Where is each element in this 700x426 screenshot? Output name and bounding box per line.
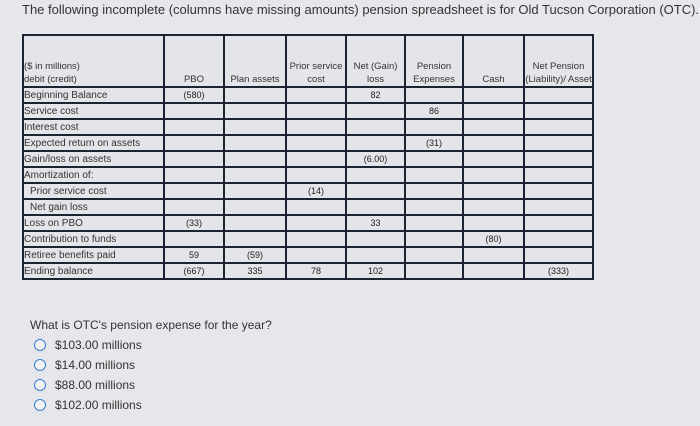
answer-option[interactable]: [34, 378, 135, 392]
table-cell[interactable]: [286, 247, 346, 263]
table-cell[interactable]: [286, 167, 346, 183]
table-row: [23, 215, 593, 231]
row-label: Retiree benefits paid: [23, 247, 164, 263]
table-row: [23, 167, 593, 183]
table-cell[interactable]: (33): [164, 215, 224, 231]
option-label: $103.00 millions: [55, 338, 142, 352]
table-row: [23, 231, 593, 247]
table-cell[interactable]: [463, 135, 524, 151]
table-cell[interactable]: [524, 199, 593, 215]
table-row: [23, 247, 593, 263]
table-cell[interactable]: [286, 199, 346, 215]
radio-button[interactable]: [34, 379, 46, 391]
table-cell[interactable]: [405, 119, 463, 135]
table-cell[interactable]: [286, 135, 346, 151]
table-row: [23, 151, 593, 167]
debit-credit-label: debit (credit): [24, 74, 77, 85]
table-cell[interactable]: [346, 103, 405, 119]
table-cell[interactable]: [164, 231, 224, 247]
pension-spreadsheet: [22, 34, 594, 280]
table-cell[interactable]: [405, 215, 463, 231]
table-row: [23, 87, 593, 103]
table-cell[interactable]: [524, 135, 593, 151]
table-cell[interactable]: [463, 199, 524, 215]
table-row: [23, 135, 593, 151]
table-cell[interactable]: [463, 263, 524, 279]
answer-option[interactable]: [34, 398, 142, 412]
table-cell[interactable]: 102: [346, 263, 405, 279]
table-cell[interactable]: [164, 167, 224, 183]
table-cell[interactable]: [405, 151, 463, 167]
table-cell[interactable]: [224, 183, 286, 199]
row-label: Prior service cost: [23, 183, 164, 199]
row-label: Contribution to funds: [23, 231, 164, 247]
table-cell[interactable]: 59: [164, 247, 224, 263]
row-label: Net gain loss: [23, 199, 164, 215]
table-cell[interactable]: (80): [463, 231, 524, 247]
table-cell[interactable]: (14): [286, 183, 346, 199]
row-label: Loss on PBO: [23, 215, 164, 231]
table-cell[interactable]: [405, 231, 463, 247]
table-cell[interactable]: [346, 231, 405, 247]
table-cell[interactable]: [463, 87, 524, 103]
table-cell[interactable]: [405, 167, 463, 183]
table-cell[interactable]: [286, 151, 346, 167]
table-cell[interactable]: [524, 231, 593, 247]
table-cell[interactable]: (59): [224, 247, 286, 263]
table-cell[interactable]: [463, 247, 524, 263]
table-cell[interactable]: [286, 103, 346, 119]
column-header: Plan assets: [224, 35, 286, 87]
table-cell[interactable]: [524, 119, 593, 135]
table-cell[interactable]: [405, 87, 463, 103]
table-cell[interactable]: [524, 215, 593, 231]
table-row: [23, 183, 593, 199]
table-cell[interactable]: [463, 167, 524, 183]
table-cell[interactable]: [524, 247, 593, 263]
table-cell[interactable]: [286, 215, 346, 231]
option-label: $88.00 millions: [55, 378, 136, 392]
table-cell[interactable]: [463, 215, 524, 231]
table-cell[interactable]: (580): [164, 87, 224, 103]
table-cell[interactable]: [524, 151, 593, 167]
table-cell[interactable]: [164, 151, 224, 167]
table-row: [23, 119, 593, 135]
table-cell[interactable]: [224, 199, 286, 215]
table-cell[interactable]: [224, 151, 286, 167]
table-cell[interactable]: [286, 87, 346, 103]
units-label: ($ in millions): [24, 61, 80, 72]
table-cell[interactable]: [524, 167, 593, 183]
table-cell[interactable]: [224, 119, 286, 135]
table-cell[interactable]: (31): [405, 135, 463, 151]
table-cell[interactable]: [346, 119, 405, 135]
table-cell[interactable]: [346, 199, 405, 215]
table-row: [23, 263, 593, 279]
table-cell[interactable]: [224, 87, 286, 103]
table-cell[interactable]: [224, 135, 286, 151]
radio-button[interactable]: [34, 339, 46, 351]
radio-button[interactable]: [34, 399, 46, 411]
table-cell[interactable]: 335: [224, 263, 286, 279]
table-cell[interactable]: 82: [346, 87, 405, 103]
table-cell[interactable]: [164, 103, 224, 119]
table-cell[interactable]: [346, 135, 405, 151]
row-label: Expected return on assets: [23, 135, 164, 151]
row-label: Amortization of:: [23, 167, 164, 183]
column-header: Pension Expenses: [405, 35, 463, 87]
table-cell[interactable]: (6.00): [346, 151, 405, 167]
answer-option[interactable]: [34, 358, 135, 372]
table-cell[interactable]: [164, 135, 224, 151]
label-header: [23, 35, 164, 87]
column-header: Net (Gain) loss: [346, 35, 405, 87]
table-cell[interactable]: [524, 183, 593, 199]
table-cell[interactable]: [463, 151, 524, 167]
table-cell[interactable]: [164, 199, 224, 215]
table-cell[interactable]: [463, 119, 524, 135]
table-cell[interactable]: [286, 231, 346, 247]
table-cell[interactable]: [224, 231, 286, 247]
table-cell[interactable]: [164, 119, 224, 135]
table-cell[interactable]: [405, 247, 463, 263]
column-header: Prior service cost: [286, 35, 346, 87]
table-cell[interactable]: [463, 103, 524, 119]
radio-button[interactable]: [34, 359, 46, 371]
table-cell[interactable]: (667): [164, 263, 224, 279]
table-row: [23, 103, 593, 119]
row-label: Interest cost: [23, 119, 164, 135]
row-label: Service cost: [23, 103, 164, 119]
table-cell[interactable]: [524, 87, 593, 103]
table-cell[interactable]: [524, 103, 593, 119]
row-label: Ending balance: [23, 263, 164, 279]
table-cell[interactable]: [346, 183, 405, 199]
table-row: [23, 199, 593, 215]
row-label: Gain/loss on assets: [23, 151, 164, 167]
question-title: The following incomplete (columns have missing amounts) pension spreadsheet is for Old Tucson Corporation (OTC).: [22, 2, 700, 17]
column-header: Net Pension (Liability)/ Asset: [524, 35, 593, 87]
answer-option[interactable]: [34, 338, 142, 352]
column-header: Cash: [463, 35, 524, 87]
option-label: $14.00 millions: [55, 358, 136, 372]
table-cell[interactable]: [405, 183, 463, 199]
table-cell[interactable]: [405, 263, 463, 279]
option-label: $102.00 millions: [55, 398, 142, 412]
column-header: PBO: [164, 35, 224, 87]
table-cell[interactable]: [164, 183, 224, 199]
table-cell[interactable]: 33: [346, 215, 405, 231]
table-cell[interactable]: [346, 247, 405, 263]
table-cell[interactable]: [405, 199, 463, 215]
row-label: Beginning Balance: [23, 87, 164, 103]
table-cell[interactable]: [286, 119, 346, 135]
table-cell[interactable]: [224, 103, 286, 119]
table-cell[interactable]: [224, 215, 286, 231]
question-text: What is OTC's pension expense for the year?: [30, 318, 272, 332]
table-cell[interactable]: [224, 167, 286, 183]
table-cell[interactable]: 78: [286, 263, 346, 279]
table-cell[interactable]: [463, 183, 524, 199]
table-cell[interactable]: 86: [405, 103, 463, 119]
table-cell[interactable]: (333): [524, 263, 593, 279]
table-cell[interactable]: [346, 167, 405, 183]
